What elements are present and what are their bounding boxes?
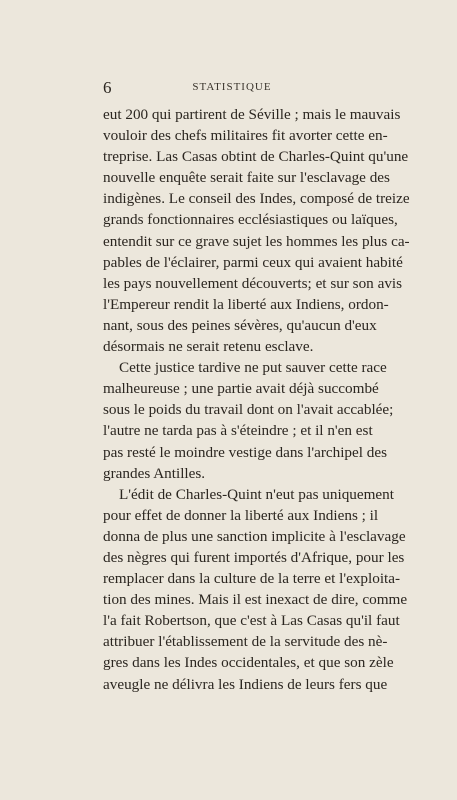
- body-text: [103, 104, 410, 695]
- text-line: nant, sous des peines sévères, qu'aucun d'eux: [103, 316, 377, 334]
- text-line: l'autre ne tarda pas à s'éteindre ; et il n'en est: [103, 422, 373, 440]
- text-line: malheureuse ; une partie avait déjà succombé: [103, 380, 379, 398]
- text-line: nouvelle enquête serait faite sur l'esclavage des: [103, 169, 390, 187]
- page-number: 6: [103, 78, 112, 97]
- text-line: indigènes. Le conseil des Indes, composé de treize: [103, 190, 410, 208]
- text-line: gres dans les Indes occidentales, et que son zèle: [103, 654, 394, 672]
- text-line: L'édit de Charles-Quint n'eut pas uniquement: [119, 485, 394, 503]
- text-line: sous le poids du travail dont on l'avait accablée;: [103, 401, 394, 419]
- text-line: tion des mines. Mais il est inexact de dire, comme: [103, 591, 408, 609]
- page-header: [103, 78, 361, 100]
- text-line: grandes Antilles.: [103, 464, 206, 482]
- text-line: aveugle ne délivra les Indiens de leurs fers que: [103, 675, 388, 693]
- text-line: eut 200 qui partirent de Séville ; mais le mauvais: [103, 106, 401, 123]
- text-line: entendit sur ce grave sujet les hommes les plus ca-: [103, 232, 410, 250]
- text-line: les pays nouvellement découverts; et sur son avis: [103, 274, 403, 292]
- text-line: pas resté le moindre vestige dans l'archipel des: [103, 443, 388, 461]
- text-line: vouloir des chefs militaires fit avorter cette en-: [103, 127, 388, 145]
- text-line: remplacer dans la culture de la terre et l'exploita-: [103, 570, 401, 588]
- text-line: pables de l'éclairer, parmi ceux qui avaient habité: [103, 253, 403, 271]
- text-line: des nègres qui furent importés d'Afrique, pour les: [103, 548, 405, 566]
- running-title: STATISTIQUE: [192, 81, 272, 93]
- text-line: attribuer l'établissement de la servitude des nè-: [103, 633, 388, 651]
- text-line: désormais ne serait retenu esclave.: [103, 338, 314, 356]
- text-line: l'a fait Robertson, que c'est à Las Casas qu'il faut: [103, 612, 400, 630]
- text-line: donna de plus une sanction implicite à l'esclavage: [103, 527, 406, 545]
- text-line: pour effet de donner la liberté aux Indiens ; il: [103, 506, 379, 524]
- text-line: treprise. Las Casas obtint de Charles-Quint qu'une: [103, 148, 409, 166]
- text-line: l'Empereur rendit la liberté aux Indiens, ordon-: [103, 295, 389, 313]
- text-line: Cette justice tardive ne put sauver cette race: [119, 359, 387, 377]
- text-line: grands fonctionnaires ecclésiastiques ou laïques,: [103, 211, 398, 229]
